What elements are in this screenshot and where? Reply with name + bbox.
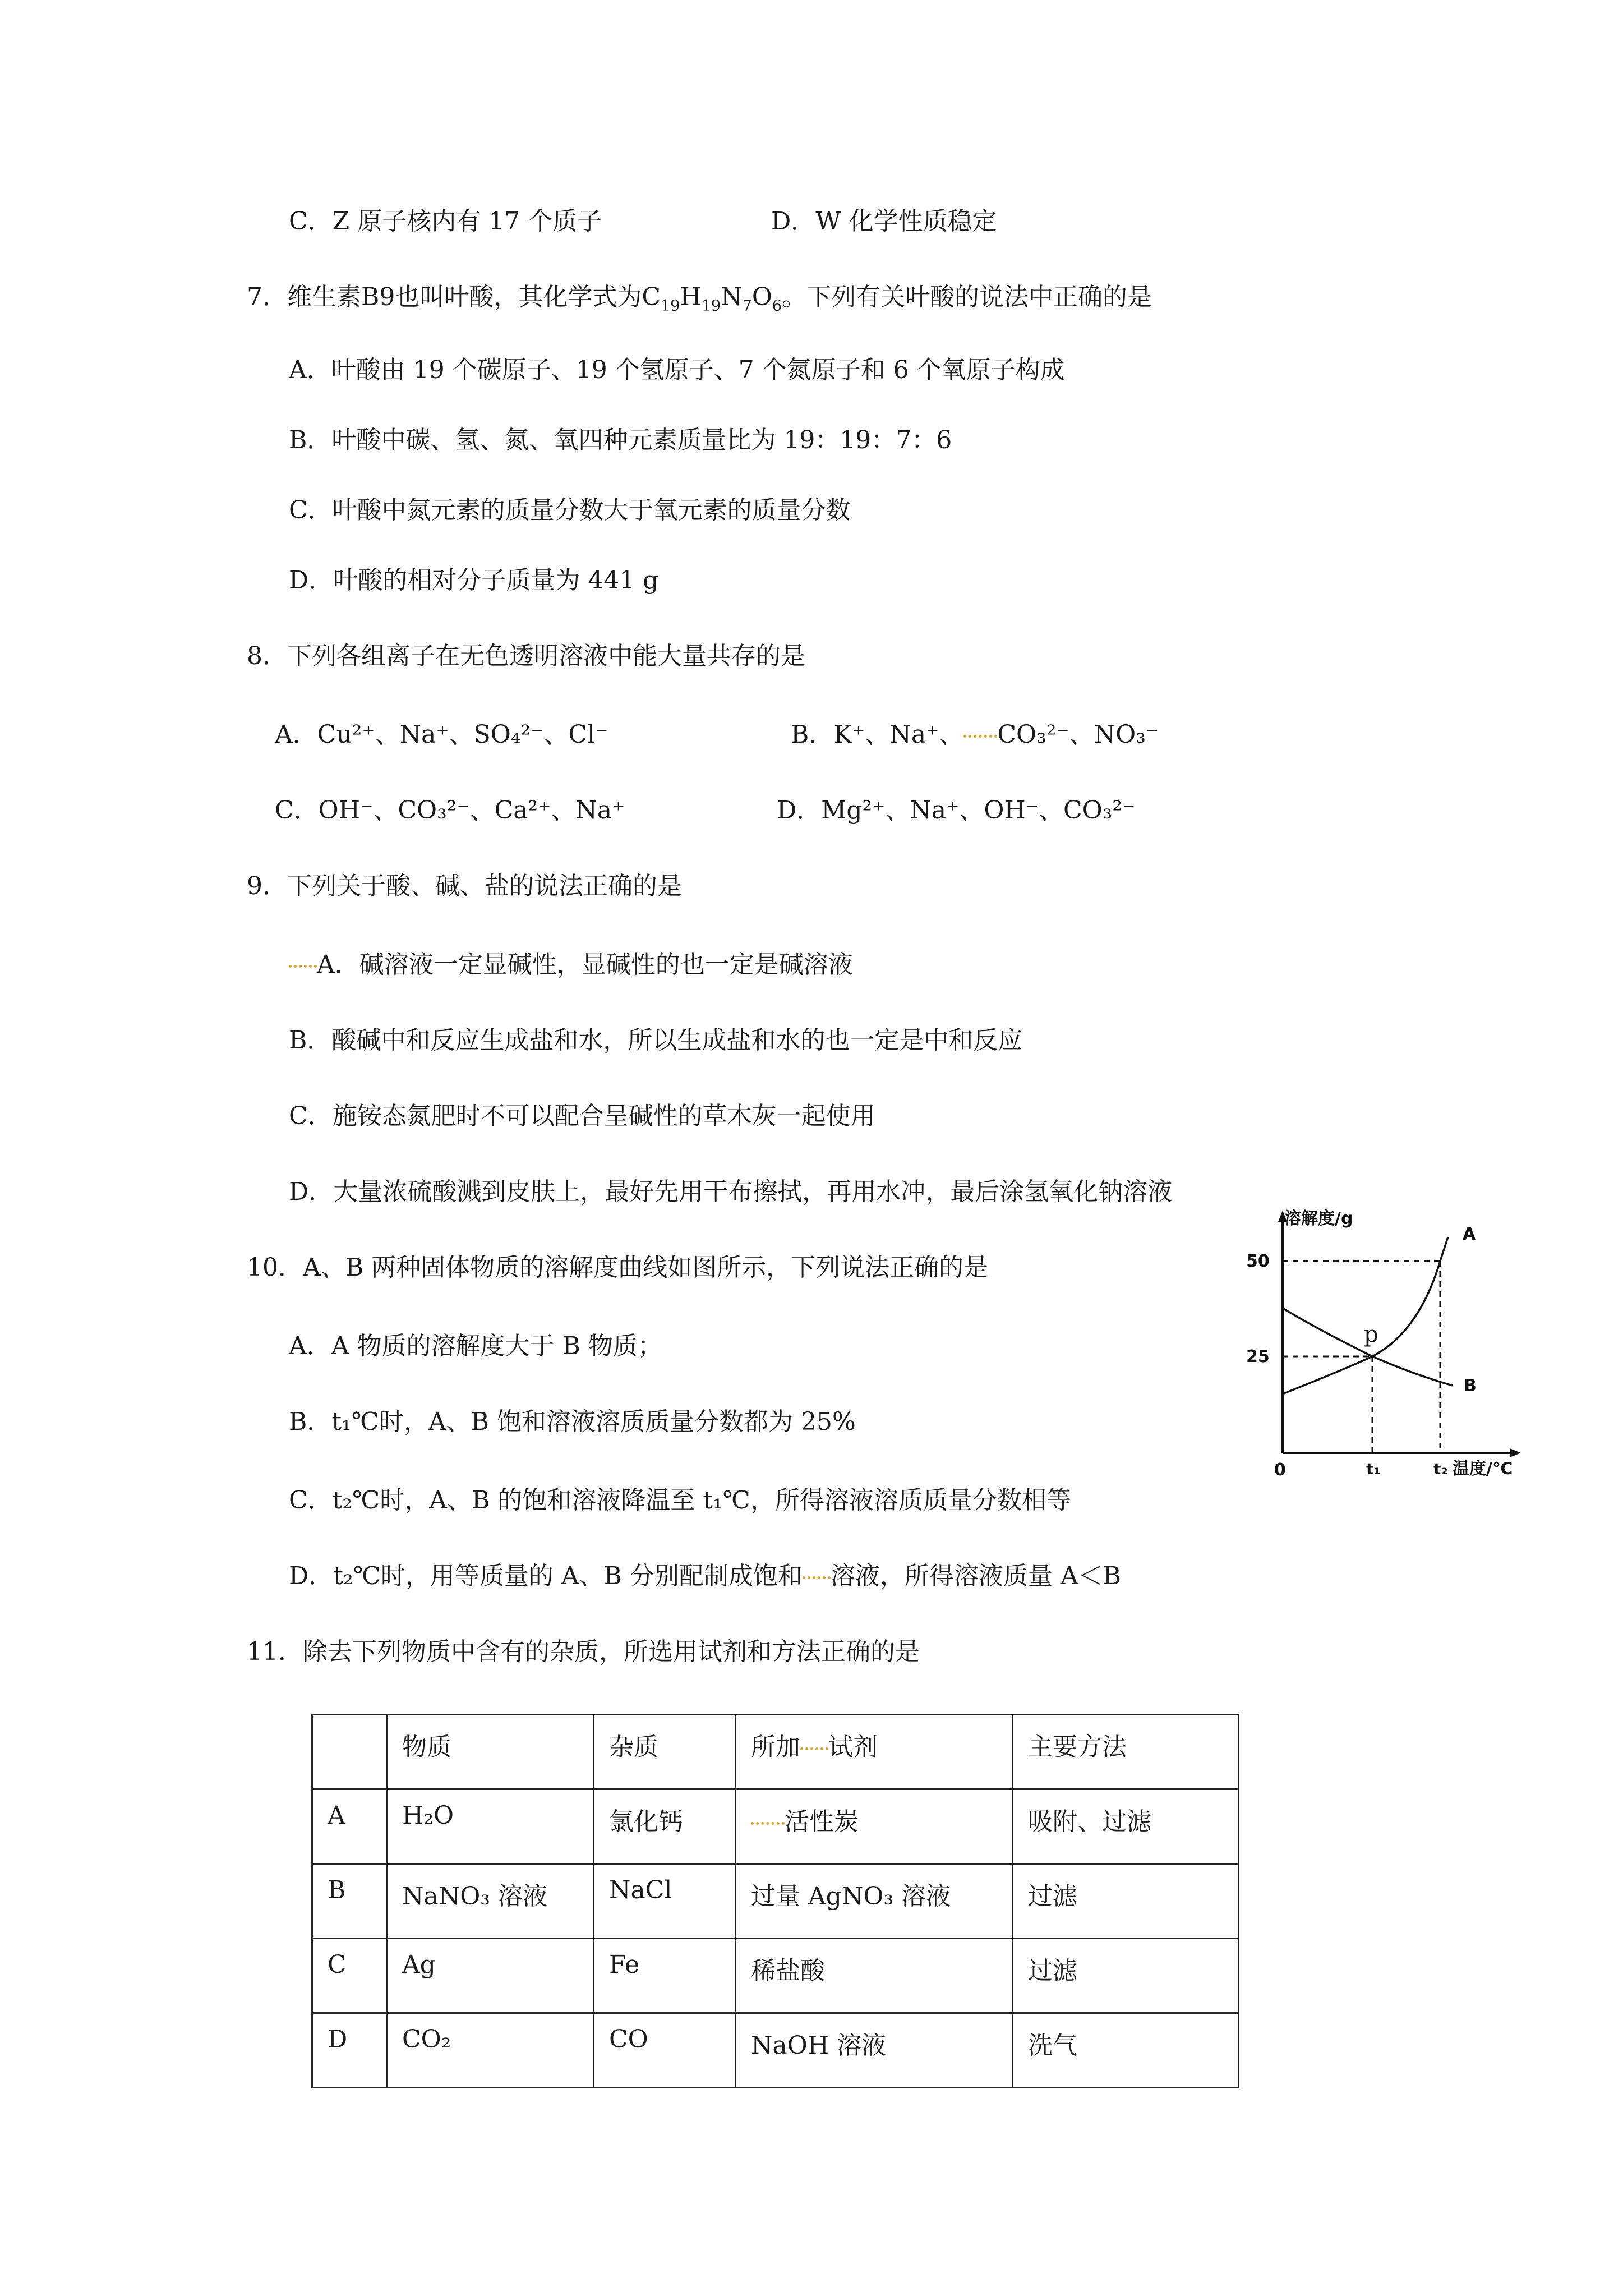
x-tick-t1: t₁ bbox=[1366, 1460, 1381, 1478]
table-row bbox=[312, 2013, 1239, 2088]
x-axis-arrow bbox=[1510, 1448, 1521, 1457]
row-method: 洗气 bbox=[1013, 2013, 1239, 2088]
q8-option-d: D．Mg²⁺、Na⁺、OH⁻、CO₃²⁻ bbox=[777, 796, 1136, 825]
row-id: B bbox=[312, 1864, 387, 1939]
table-row bbox=[312, 1939, 1239, 2013]
row-reagent: NaOH 溶液 bbox=[736, 2013, 1013, 2088]
q9-stem: 9．下列关于酸、碱、盐的说法正确的是 bbox=[247, 872, 682, 900]
q7-option-c: C．叶酸中氮元素的质量分数大于氧元素的质量分数 bbox=[289, 496, 851, 524]
highlight-mark bbox=[289, 965, 317, 968]
row-reagent: 活性炭 bbox=[736, 1789, 1013, 1864]
row-substance: Ag bbox=[387, 1939, 594, 2013]
q10-option-a: A．A 物质的溶解度大于 B 物质； bbox=[289, 1332, 662, 1360]
row-method: 过滤 bbox=[1013, 1864, 1239, 1939]
table-header-cell bbox=[312, 1715, 387, 1789]
row-method: 吸附、过滤 bbox=[1013, 1789, 1239, 1864]
q10-option-b: B．t₁℃时，A、B 饱和溶液溶质质量分数都为 25% bbox=[289, 1407, 856, 1436]
row-reagent: 过量 AgNO₃ 溶液 bbox=[736, 1864, 1013, 1939]
row-id: D bbox=[312, 2013, 387, 2088]
origin-label: 0 bbox=[1274, 1460, 1286, 1480]
q8-stem: 8．下列各组离子在无色透明溶液中能大量共存的是 bbox=[247, 642, 805, 670]
table-header-row bbox=[312, 1715, 1239, 1789]
y-tick-50: 50 bbox=[1246, 1251, 1270, 1271]
y-axis-label: 溶解度/g bbox=[1284, 1209, 1353, 1228]
row-impurity: CO bbox=[594, 2013, 736, 2088]
highlight-mark bbox=[963, 735, 997, 738]
row-reagent: 稀盐酸 bbox=[736, 1939, 1013, 2013]
x-axis-label: 温度/℃ bbox=[1453, 1459, 1513, 1479]
row-substance: H₂O bbox=[387, 1789, 594, 1864]
row-id: C bbox=[312, 1939, 387, 2013]
q10-option-d: D．t₂℃时，用等质量的 A、B 分别配制成饱和 溶液，所得溶液质量 A＜B bbox=[289, 1562, 1122, 1590]
row-substance: NaNO₃ 溶液 bbox=[387, 1864, 594, 1939]
row-impurity: 氯化钙 bbox=[594, 1789, 736, 1864]
table-header-cell: 主要方法 bbox=[1013, 1715, 1239, 1789]
q6-option-d: D．W 化学性质稳定 bbox=[771, 207, 997, 236]
q10-stem: 10．A、B 两种固体物质的溶解度曲线如图所示，下列说法正确的是 bbox=[247, 1253, 989, 1282]
table-header-cell: 杂质 bbox=[594, 1715, 736, 1789]
q7-option-b: B．叶酸中碳、氢、氮、氧四种元素质量比为 19：19：7：6 bbox=[289, 426, 952, 454]
curve-a-label: A bbox=[1463, 1225, 1476, 1244]
x-tick-t2: t₂ bbox=[1433, 1460, 1448, 1478]
intersection-point-label: p bbox=[1364, 1322, 1378, 1347]
q7-option-d: D．叶酸的相对分子质量为 441 g bbox=[289, 566, 659, 595]
q7-option-a: A．叶酸由 19 个碳原子、19 个氢原子、7 个氮原子和 6 个氧原子构成 bbox=[289, 356, 1065, 384]
q7-stem: 7．维生素B9也叫叶酸，其化学式为$C_{19}H_{19}N_7O_6$。下列有关叶酸的说法中正确的是 bbox=[247, 283, 1152, 315]
q11-table bbox=[311, 1714, 1239, 2088]
row-impurity: NaCl bbox=[594, 1864, 736, 1939]
q9-option-d: D．大量浓硫酸溅到皮肤上，最好先用干布擦拭，再用水冲，最后涂氢氧化钠溶液 bbox=[289, 1177, 1173, 1206]
row-method: 过滤 bbox=[1013, 1939, 1239, 2013]
table-header-cell: 物质 bbox=[387, 1715, 594, 1789]
q11-stem: 11．除去下列物质中含有的杂质，所选用试剂和方法正确的是 bbox=[247, 1637, 920, 1666]
row-substance: CO₂ bbox=[387, 2013, 594, 2088]
q10-option-c: C．t₂℃时，A、B 的饱和溶液降温至 t₁℃，所得溶液溶质质量分数相等 bbox=[289, 1486, 1071, 1515]
curve-b-label: B bbox=[1464, 1376, 1477, 1396]
highlight-mark bbox=[800, 1747, 828, 1750]
highlight-mark bbox=[751, 1822, 785, 1825]
table-row bbox=[312, 1789, 1239, 1864]
q9-option-a: A．碱溶液一定显碱性，显碱性的也一定是碱溶液 bbox=[289, 948, 853, 982]
row-id: A bbox=[312, 1789, 387, 1864]
q8-option-b: B．K⁺、Na⁺、 CO₃²⁻、NO₃⁻ bbox=[791, 720, 1159, 749]
solubility-graph bbox=[1228, 1206, 1548, 1492]
q8-option-a: A．Cu²⁺、Na⁺、SO₄²⁻、Cl⁻ bbox=[275, 720, 608, 749]
q8-option-c: C．OH⁻、CO₃²⁻、Ca²⁺、Na⁺ bbox=[275, 796, 625, 825]
q9-option-b: B．酸碱中和反应生成盐和水，所以生成盐和水的也一定是中和反应 bbox=[289, 1026, 1023, 1055]
q9-option-c: C．施铵态氮肥时不可以配合呈碱性的草木灰一起使用 bbox=[289, 1102, 875, 1130]
table-row bbox=[312, 1864, 1239, 1939]
table-header-cell: 所加 试剂 bbox=[736, 1715, 1013, 1789]
y-tick-25: 25 bbox=[1246, 1347, 1270, 1366]
q6-option-c: C．Z 原子核内有 17 个质子 bbox=[289, 207, 602, 236]
highlight-mark bbox=[803, 1576, 831, 1579]
row-impurity: Fe bbox=[594, 1939, 736, 2013]
